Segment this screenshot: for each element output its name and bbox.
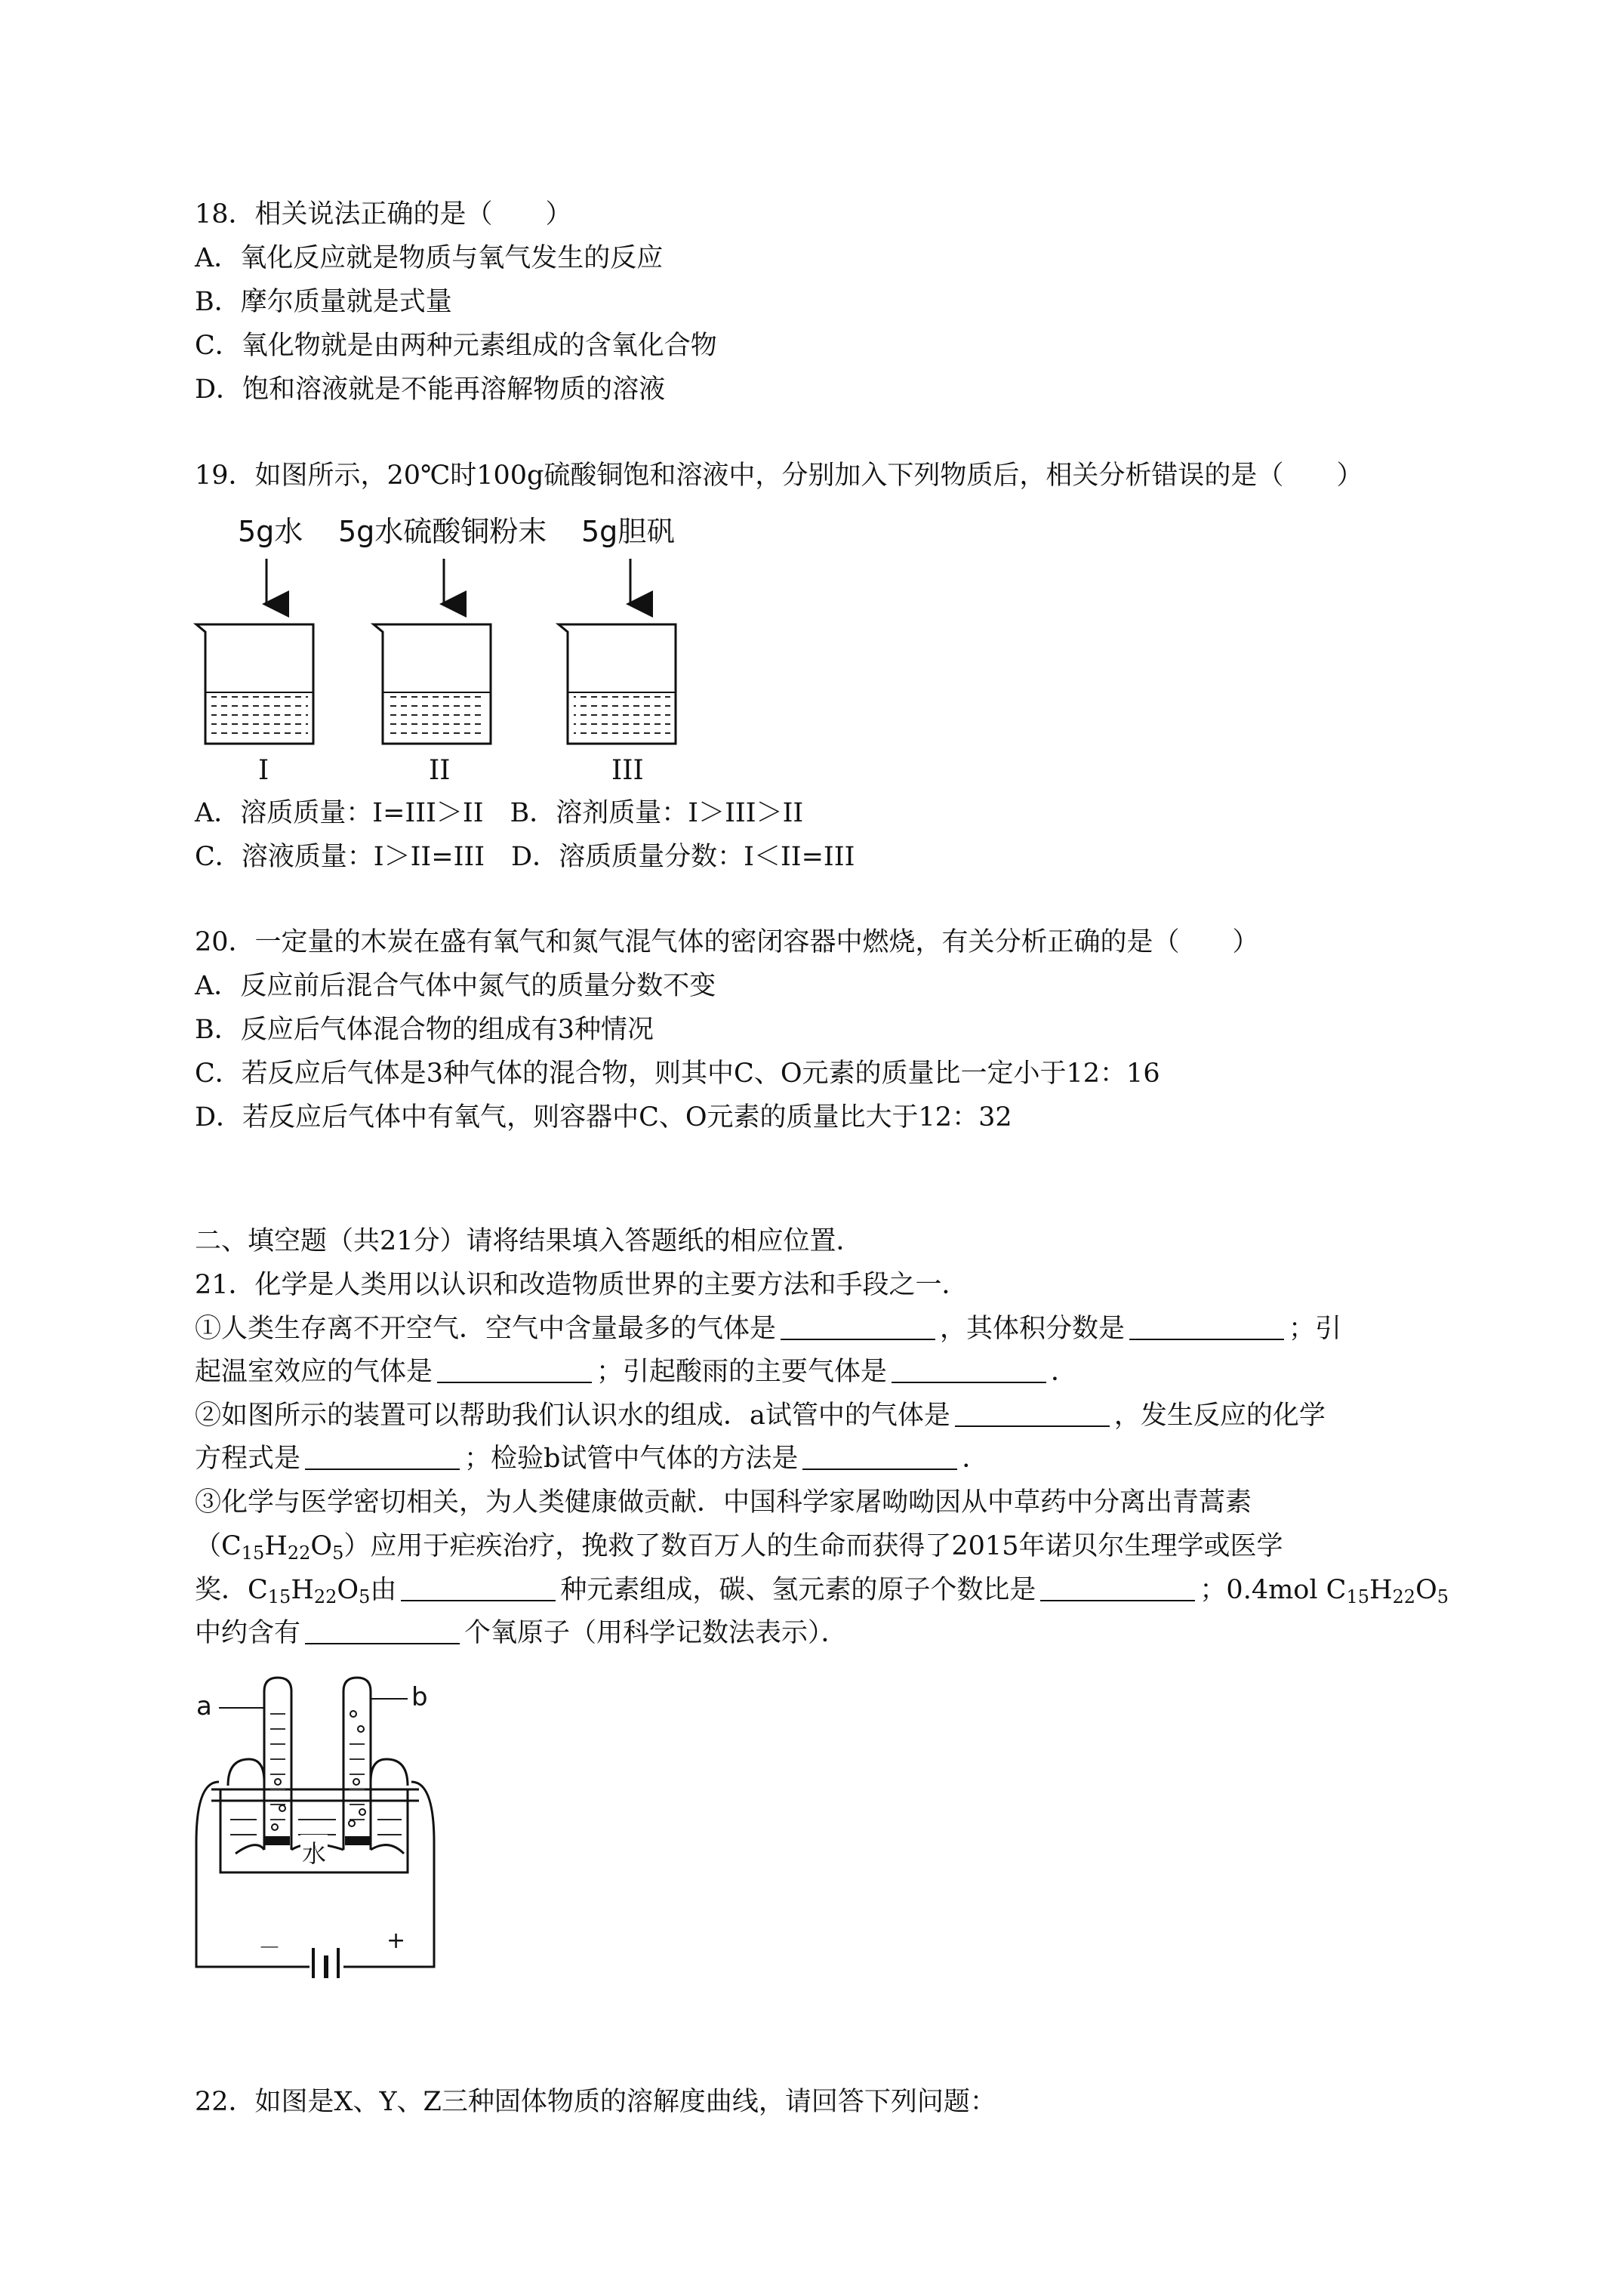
beaker-3-numeral: III: [611, 755, 644, 786]
beaker-1-numeral: I: [258, 755, 269, 786]
q21-part2-line1: [195, 1401, 1326, 1431]
subscript: 5: [1437, 1586, 1449, 1607]
answer-blank[interactable]: [781, 1316, 935, 1340]
q21-text: 起温室效应的气体是: [195, 1357, 433, 1387]
q21-part1-line2: [195, 1357, 1077, 1387]
q21-part3-line2: $(C_{15}H_{22}O_5)$应用于疟疾治疗，挽救了数百万人的生命而获得了2015年诺贝尔生理学或医学: [195, 1531, 1283, 1564]
answer-blank[interactable]: [892, 1359, 1046, 1383]
answer-blank[interactable]: [802, 1446, 957, 1470]
q21-text: ．: [962, 1444, 989, 1474]
subscript: 15: [267, 1586, 291, 1607]
q20-option-b: B．反应后气体混合物的组成有3种情况: [195, 1015, 654, 1045]
q21-text: 个氧原子（用科学记数法表示）．: [464, 1618, 848, 1648]
subscript: 22: [1392, 1586, 1416, 1607]
answer-blank[interactable]: [305, 1446, 460, 1470]
q18-stem: 18．相关说法正确的是（ ）: [195, 199, 572, 230]
q19-stem: 19．如图所示，20℃时100g硫酸铜饱和溶液中，分别加入下列物质后，相关分析错误的是（ ）: [195, 461, 1363, 491]
q21-text: ①人类生存离不开空气．空气中含量最多的气体是: [195, 1314, 777, 1344]
beaker-1: [196, 559, 313, 744]
q21-text: ．: [1051, 1357, 1078, 1387]
q21-part3-line4: [195, 1618, 848, 1648]
q19-options-ab: A．溶质质量：I=III＞II B．溶剂质量：I＞III＞II: [195, 798, 804, 828]
answer-blank[interactable]: [1129, 1316, 1284, 1340]
positive-terminal-label: +: [387, 1928, 406, 1954]
subscript: 15: [1346, 1586, 1369, 1607]
q18-option-d: D．饱和溶液就是不能再溶解物质的溶液: [195, 374, 666, 405]
q21-text: ；引: [1289, 1314, 1342, 1344]
answer-blank[interactable]: [1040, 1577, 1195, 1601]
tube-b-label: b: [411, 1682, 428, 1712]
beaker-2-numeral: II: [429, 755, 451, 786]
q22-stem: 22．如图是X、Y、Z三种固体物质的溶解度曲线，请回答下列问题：: [195, 2087, 996, 2117]
q21-text: ；检验b试管中气体的方法是: [464, 1444, 799, 1474]
q21-stem: 21．化学是人类用以认识和改造物质世界的主要方法和手段之一．: [195, 1270, 969, 1300]
beaker-3: [559, 559, 676, 744]
subscript: 5: [332, 1542, 344, 1564]
q21-text: 方程式是: [195, 1444, 301, 1474]
beaker-3-label: 5g胆矾: [581, 515, 676, 548]
tube-a-label: a: [196, 1691, 212, 1721]
electrolysis-drawing: [189, 1669, 491, 1978]
beaker-2-label: 5g水硫酸铜粉末: [338, 515, 547, 548]
q21-part3-line1: ③化学与医学密切相关，为人类健康做贡献．中国科学家屠呦呦因从中草药中分离出青蒿素: [195, 1487, 1252, 1518]
q18-option-c: C．氧化物就是由两种元素组成的含氧化合物: [195, 331, 717, 361]
subscript: 15: [241, 1542, 265, 1564]
q21-text: 由: [370, 1575, 397, 1605]
q21-part1-line1: [195, 1314, 1341, 1344]
answer-blank[interactable]: [955, 1403, 1110, 1427]
beaker-2: [374, 559, 491, 744]
q21-text: ②如图所示的装置可以帮助我们认识水的组成．a试管中的气体是: [195, 1401, 950, 1431]
beaker-1-label: 5g水: [238, 515, 303, 548]
beaker-figure: [189, 502, 702, 793]
beakers-drawing: [189, 502, 702, 793]
q21-text: ）应用于疟疾治疗，挽救了数百万人的生命而获得了2015年诺贝尔生理学或医学: [343, 1531, 1283, 1561]
water-label: 水: [300, 1835, 328, 1869]
q19-options-cd: C．溶液质量：I＞II=III D．溶质质量分数：I＜II=III: [195, 842, 855, 872]
q21-text: （C: [195, 1531, 242, 1561]
subscript: 5: [359, 1586, 371, 1607]
q20-option-d: D．若反应后气体中有氧气，则容器中C、O元素的质量比大于12：32: [195, 1102, 1012, 1133]
subscript: 22: [287, 1542, 311, 1564]
q18-option-a: A．氧化反应就是物质与氧气发生的反应: [195, 243, 664, 273]
q21-text: ；0.4mol C: [1200, 1575, 1347, 1605]
negative-terminal-label: －: [258, 1935, 281, 1962]
answer-blank[interactable]: [401, 1577, 556, 1601]
section-heading: 二、填空题（共21分）请将结果填入答题纸的相应位置．: [195, 1226, 863, 1256]
electrolysis-figure: [189, 1669, 491, 1978]
subscript: 22: [313, 1586, 337, 1607]
q21-text: ；引起酸雨的主要气体是: [596, 1357, 888, 1387]
q18-option-b: B．摩尔质量就是式量: [195, 287, 452, 317]
q21-text: 奖．C: [195, 1575, 268, 1605]
q20-option-a: A．反应前后混合气体中氮气的质量分数不变: [195, 971, 716, 1001]
q21-text: ，发生反应的化学: [1113, 1401, 1326, 1431]
q21-text: 中约含有: [195, 1618, 301, 1648]
answer-blank[interactable]: [437, 1359, 592, 1383]
q20-stem: 20．一定量的木炭在盛有氧气和氮气混气体的密闭容器中燃烧，有关分析正确的是（ ）: [195, 927, 1259, 957]
q21-part3-line3: 奖．$C_{15}H_{22}O_5$由 种元素组成，碳、氢元素的原子个数比是 ；0.4mol $C_{15}H_{22}O_5$: [195, 1575, 1449, 1607]
q21-text: ，其体积分数是: [940, 1314, 1126, 1344]
q21-part2-line2: [195, 1444, 988, 1474]
answer-blank[interactable]: [305, 1620, 460, 1644]
q21-text: 种元素组成，碳、氢元素的原子个数比是: [560, 1575, 1036, 1605]
q20-option-c: C．若反应后气体是3种气体的混合物，则其中C、O元素的质量比一定小于12：16: [195, 1059, 1160, 1089]
